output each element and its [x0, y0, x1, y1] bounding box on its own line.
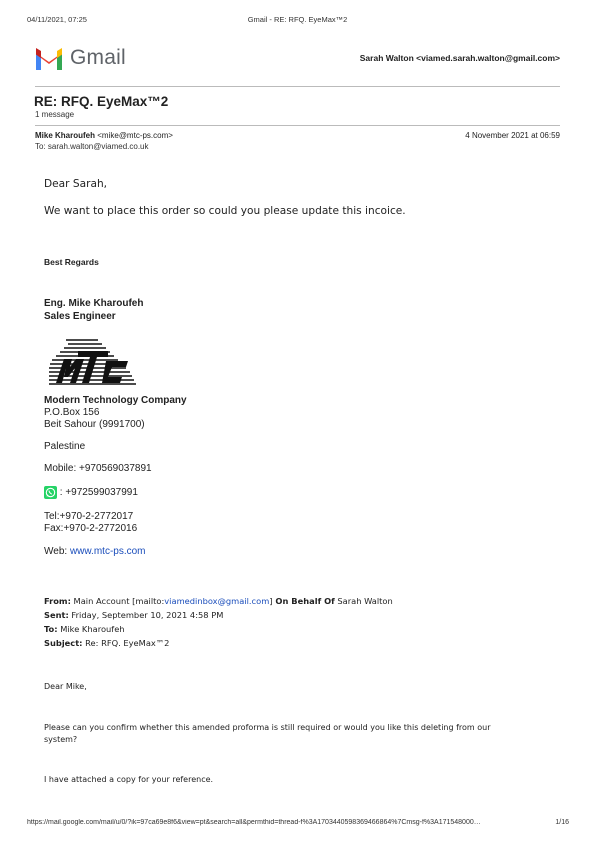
forwarded-from	[44, 596, 393, 606]
signature-company: Modern Technology Company	[44, 395, 187, 406]
sender-email: <mike@mtc-ps.com>	[97, 131, 173, 140]
reply-paragraph-line2: system?	[44, 735, 78, 744]
from-email-link[interactable]: viamedinbox@gmail.com	[164, 596, 270, 606]
print-datetime: 04/11/2021, 07:25	[27, 15, 87, 24]
message-divider	[35, 125, 560, 126]
forwarded-subject	[44, 638, 169, 648]
whatsapp-icon	[44, 486, 57, 499]
reply-greeting: Dear Mike,	[44, 682, 87, 691]
header-divider	[35, 86, 560, 87]
gmail-m-icon	[34, 47, 64, 70]
sent-value: Friday, September 10, 2021 4:58 PM	[68, 610, 224, 620]
signature-web	[44, 546, 146, 557]
sent-label: Sent:	[44, 610, 69, 620]
signature-city: Beit Sahour (9991700)	[44, 419, 145, 430]
message-recipient: To: sarah.walton@viamed.co.uk	[35, 142, 149, 151]
thread-subject: RE: RFQ. EyeMax™2	[34, 94, 169, 109]
signature-whatsapp	[44, 486, 138, 499]
subject-value: Re: RFQ. EyeMax™2	[82, 638, 170, 648]
from-close: ]	[269, 596, 273, 606]
mtc-logo-icon	[46, 337, 138, 389]
signature-fax: Fax:+970-2-2772016	[44, 523, 138, 534]
account-email: Sarah Walton <viamed.sarah.walton@gmail.com>	[359, 53, 560, 63]
message-sender	[35, 131, 173, 140]
company-logo	[46, 337, 138, 394]
subject-label: Subject:	[44, 638, 83, 648]
sender-name: Mike Kharoufeh	[35, 131, 96, 140]
print-page-title: Gmail - RE: RFQ. EyeMax™2	[247, 15, 348, 24]
greeting: Dear Sarah,	[44, 178, 108, 190]
reply-paragraph-2: I have attached a copy for your reference.	[44, 775, 214, 784]
gmail-wordmark: Gmail	[70, 46, 126, 69]
signature-name: Eng. Mike Kharoufeh	[44, 298, 144, 309]
whatsapp-number: : +972599037991	[59, 487, 138, 499]
behalf-name: Sarah Walton	[334, 596, 393, 606]
signature-country: Palestine	[44, 441, 86, 452]
print-footer-url: https://mail.google.com/mail/u/0/?ik=97ca69e8f6&view=pt&search=all&permthid=thread-f%3A1703440598369466864%7Cmsg-f%3A171548000…	[27, 819, 481, 826]
web-link[interactable]: www.mtc-ps.com	[69, 546, 146, 557]
to-label: To:	[44, 624, 58, 634]
behalf-label: On Behalf Of	[272, 596, 335, 606]
print-page-number: 1/16	[555, 819, 569, 826]
gmail-logo[interactable]	[34, 44, 126, 72]
forwarded-to	[44, 624, 125, 634]
signature-po-box: P.O.Box 156	[44, 407, 100, 418]
signature-title: Sales Engineer	[44, 311, 116, 322]
forwarded-sent	[44, 610, 223, 620]
signature-mobile: Mobile: +970569037891	[44, 463, 152, 474]
web-label: Web:	[44, 546, 70, 557]
regards: Best Regards	[44, 257, 99, 267]
to-value: Mike Kharoufeh	[57, 624, 125, 634]
from-text: Main Account [mailto:	[70, 596, 165, 606]
reply-paragraph-line1: Please can you confirm whether this amended proforma is still required or would you like this deleting from our	[44, 723, 491, 732]
message-body: We want to place this order so could you please update this incoice.	[44, 205, 406, 217]
signature-tel: Tel:+970-2-2772017	[44, 511, 134, 522]
message-date: 4 November 2021 at 06:59	[465, 131, 560, 140]
message-count: 1 message	[35, 110, 75, 119]
from-label: From:	[44, 596, 71, 606]
